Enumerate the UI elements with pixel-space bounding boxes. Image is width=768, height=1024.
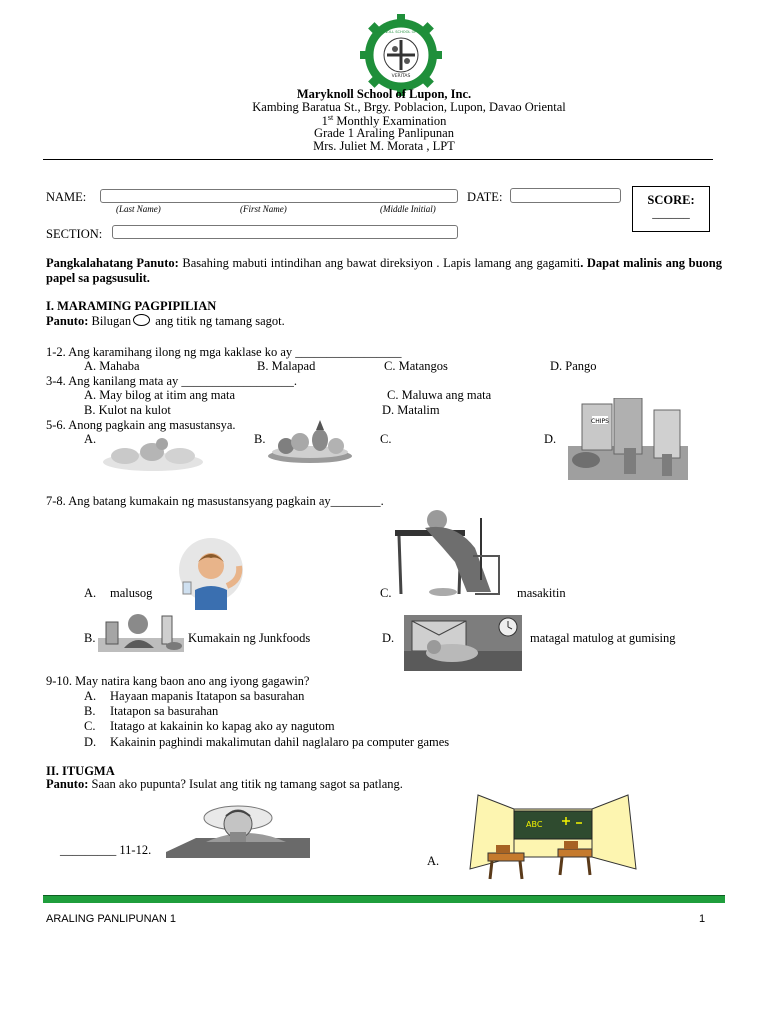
- q4-option-d-letter[interactable]: D.: [382, 631, 395, 645]
- school-logo: [360, 14, 442, 96]
- first-name-caption: (First Name): [240, 204, 287, 214]
- q5-option-a-letter: A.: [84, 689, 97, 703]
- q4-option-b-letter[interactable]: B.: [84, 631, 96, 645]
- q1-option-b[interactable]: B. Malapad: [257, 359, 316, 373]
- part1-instr-b: ang titik ng tamang sagot.: [152, 314, 285, 328]
- q3-option-a[interactable]: A.: [84, 432, 97, 446]
- general-directions-text: Basahing mabuti intindihan ang bawat direksiyon . Lapis lamang ang gagamiti: [178, 256, 581, 270]
- part1-instr-label: Panuto:: [46, 314, 89, 328]
- junkfood-image: [568, 398, 688, 480]
- footer-page-number: 1: [699, 913, 706, 925]
- date-field[interactable]: [510, 188, 621, 203]
- q5-option-a-text: Hayaan mapanis Itatapon sa basurahan: [110, 689, 305, 703]
- part1-instr-a: Bilugan: [88, 314, 132, 328]
- q2-option-b[interactable]: B. Kulot na kulot: [84, 403, 171, 417]
- name-label: NAME:: [46, 190, 87, 204]
- q1-option-d[interactable]: D. Pango: [550, 359, 597, 373]
- part2-instructions: [46, 777, 403, 792]
- classroom-image: [466, 791, 640, 883]
- q1-stem: 1-2. Ang karamihang ilong ng mga kaklase ko ay _________________: [46, 345, 402, 359]
- q5-option-d-text: Kakainin paghindi makalimutan dahil naglalaro pa computer games: [110, 734, 450, 749]
- q3-option-b[interactable]: B.: [254, 432, 266, 446]
- sick-student-image: [395, 508, 513, 598]
- general-directions: [46, 256, 722, 286]
- general-directions-label: Pangkalahatang Panuto:: [46, 256, 179, 270]
- exam-ordinal-suffix: st: [327, 113, 334, 122]
- score-box: [632, 186, 710, 232]
- exam-title-rest: Monthly Examination: [333, 114, 447, 129]
- q5-option-b[interactable]: [84, 704, 449, 719]
- q5-option-d-letter: D.: [84, 734, 97, 749]
- section-field[interactable]: [112, 225, 458, 239]
- fruits-image: [266, 418, 354, 464]
- middle-initial-caption: (Middle Initial): [380, 204, 436, 214]
- q4-stem: 7-8. Ang batang kumakain ng masustansyang pagkain ay________.: [46, 494, 384, 508]
- q2-option-a[interactable]: A. May bilog at itim ang mata: [84, 388, 236, 402]
- score-blank: ______: [652, 206, 690, 220]
- q5-options: [84, 689, 449, 750]
- logo-motto: VERITAS: [391, 74, 411, 79]
- q5-option-b-text: Itatapon sa basurahan: [110, 704, 219, 719]
- school-name: Maryknoll School of Lupon, Inc.: [296, 87, 472, 101]
- healthy-boy-image: [165, 536, 257, 610]
- matching-option-a[interactable]: A.: [427, 854, 440, 868]
- q2-stem: 3-4. Ang kanilang mata ay __________________.: [46, 374, 298, 388]
- teacher-name: Mrs. Juliet M. Morata , LPT: [313, 139, 455, 153]
- part2-title: II. ITUGMA: [46, 764, 115, 778]
- q1-option-c[interactable]: C. Matangos: [384, 359, 448, 373]
- exam-ordinal: 1: [321, 114, 328, 129]
- q4-option-a-text[interactable]: malusog: [110, 586, 153, 600]
- footer-bar: [43, 895, 725, 903]
- q5-option-b-letter: B.: [84, 704, 96, 719]
- sleeping-child-image: [404, 615, 522, 671]
- junkfood-kid-image: [98, 608, 184, 652]
- q2-option-d[interactable]: D. Matalim: [382, 403, 440, 417]
- q1-option-a[interactable]: A. Mahaba: [84, 359, 140, 373]
- score-label: SCORE:: [647, 193, 695, 207]
- q4-option-c-text[interactable]: masakitin: [517, 586, 566, 600]
- q4-option-a-letter[interactable]: A.: [84, 586, 97, 600]
- chips-label: CHIPS: [591, 418, 609, 425]
- logo-text: MARYKNOLL SCHOOL OF LUPON: [372, 30, 430, 34]
- q2-option-c[interactable]: C. Maluwa ang mata: [387, 388, 492, 402]
- subject-title: Grade 1 Araling Panlipunan: [314, 126, 454, 140]
- food-plate-image: [100, 432, 206, 472]
- q4-option-c-letter[interactable]: C.: [380, 586, 392, 600]
- general-directions-note: . Dapat malinis ang buong papel sa pagsusulit.: [46, 256, 722, 285]
- q3-option-c[interactable]: C.: [380, 432, 392, 446]
- q5-option-c-text: Itatago at kakainin ko kapag ako ay nagutom: [110, 719, 335, 734]
- school-address: Kambing Baratua St., Brgy. Poblacion, Lupon, Davao Oriental: [252, 100, 566, 114]
- q3-stem: 5-6. Anong pagkain ang masustansya.: [46, 418, 236, 432]
- part1-instructions: [46, 314, 285, 329]
- section-label: SECTION:: [46, 227, 103, 241]
- q5-stem: 9-10. May natira kang baon ano ang iyong gagawin?: [46, 674, 310, 688]
- q5-option-a[interactable]: [84, 689, 449, 704]
- last-name-caption: (Last Name): [116, 204, 161, 214]
- sick-child-in-bed-image: [166, 802, 310, 858]
- q5-option-d[interactable]: [84, 735, 449, 750]
- circle-icon: [133, 314, 150, 326]
- footer-subject: ARALING PANLIPUNAN 1: [46, 913, 177, 925]
- matching-item-11-12[interactable]: _________ 11-12.: [60, 843, 152, 857]
- date-label: DATE:: [467, 190, 503, 204]
- q5-option-c-letter: C.: [84, 719, 96, 734]
- q4-option-d-text[interactable]: matagal matulog at gumising: [530, 631, 676, 645]
- board-text: ABC: [526, 820, 543, 829]
- q3-option-d[interactable]: D.: [544, 432, 557, 446]
- q4-option-b-text[interactable]: Kumakain ng Junkfoods: [188, 631, 311, 645]
- part1-title: I. MARAMING PAGPIPILIAN: [46, 299, 217, 313]
- name-field[interactable]: [100, 189, 458, 203]
- part2-instr-text: Saan ako pupunta? Isulat ang titik ng tamang sagot sa patlang.: [88, 777, 403, 791]
- part2-instr-label: Panuto:: [46, 777, 89, 791]
- q5-option-c[interactable]: [84, 719, 449, 734]
- header-divider: [43, 159, 713, 160]
